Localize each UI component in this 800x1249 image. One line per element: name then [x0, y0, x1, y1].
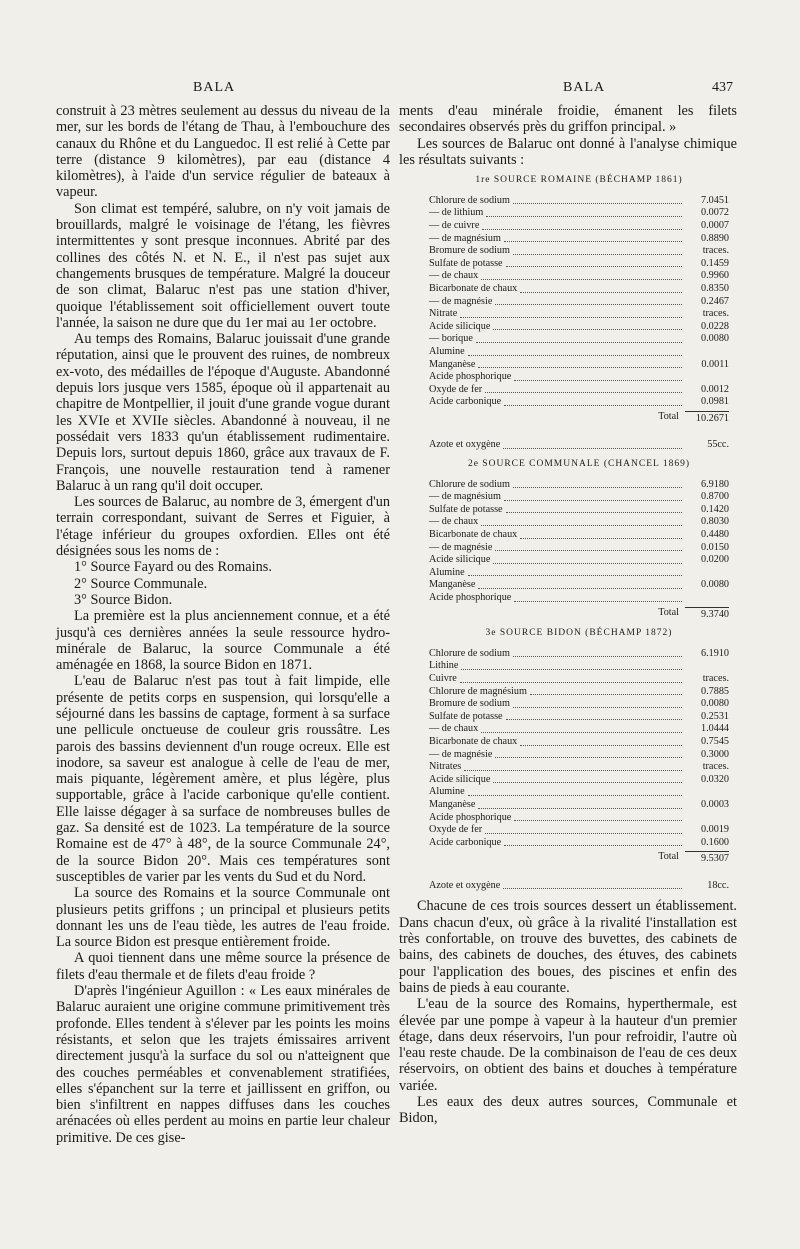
table-title: 2e SOURCE COMMUNALE (CHANCEL 1869) [467, 459, 691, 470]
compound-value: 0.0150 [700, 541, 729, 553]
compound-name: Acide phosphorique [429, 592, 512, 603]
compound-value: 6.1910 [700, 647, 729, 659]
compound-name: Acide silicique [429, 554, 491, 566]
compound-value: 0.2467 [700, 295, 729, 307]
compound-name: Acide carbonique [429, 396, 502, 408]
right-intro [399, 103, 737, 168]
paragraph: L'eau de la source des Romains, hyperthermale, est élevée par une pompe à vapeur à la hauteur d'un premier étage, dans deux réservoirs, l'un pour refroidir, l'autre où l'eau reste chaude. De la combinaison de l'eau de ces deux réservoirs, on obtient des bains et douches à température variée. [399, 996, 737, 1094]
table-row [429, 711, 729, 724]
dot-leader [513, 487, 682, 488]
table-row [429, 346, 729, 359]
compound-value: 0.0981 [700, 396, 729, 408]
compound-name: Chlorure de sodium [429, 194, 510, 206]
dot-leader [514, 820, 682, 821]
compound-name: Acide silicique [429, 320, 491, 332]
gas-value: 55cc. [707, 439, 729, 451]
dot-leader [493, 329, 682, 330]
table-row [429, 698, 729, 711]
table-row [429, 220, 729, 233]
compound-value: 0.0003 [700, 798, 729, 810]
compound-name: — de magnésie [429, 748, 493, 760]
compound-name: Sulfate de potasse [429, 710, 503, 722]
table-row [429, 648, 729, 661]
right-column [399, 103, 737, 1127]
compound-name: Acide carbonique [429, 836, 502, 848]
compound-value: 0.0320 [700, 773, 729, 785]
compound-name: Sulfate de potasse [429, 503, 503, 515]
compound-value: 6.9180 [700, 478, 729, 490]
analysis-table [429, 627, 729, 892]
gas-label: Azote et oxygène [429, 879, 501, 891]
compound-name: Manganèse [429, 798, 476, 810]
compound-value: 0.7885 [700, 685, 729, 697]
table-row [429, 491, 729, 504]
paragraph: A quoi tiennent dans une même source la présence de filets d'eau thermale et de filets d'eau froide ? [56, 950, 390, 983]
paragraph: Les sources de Balaruc ont donné à l'analyse chimique les résultats suivants : [399, 135, 737, 168]
list-item: 2° Source Communale. [74, 575, 208, 592]
dot-leader [520, 538, 682, 539]
paragraph: ments d'eau minérale froidie, émanent les filets secondaires observés près du griffon principal. » [399, 103, 737, 136]
compound-value: 0.3000 [700, 748, 729, 760]
dot-leader [486, 216, 682, 217]
table-row [429, 283, 729, 296]
dot-leader [485, 392, 682, 393]
dot-leader [495, 757, 682, 758]
dot-leader [481, 279, 682, 280]
compound-value: 0.7545 [700, 735, 729, 747]
compound-value: 0.9960 [700, 270, 729, 282]
compound-name: — borique [429, 333, 473, 345]
compound-name: Lithine [429, 660, 459, 672]
compound-name: — de chaux [429, 723, 479, 735]
running-head-left: BALA [193, 80, 236, 95]
page-number: 437 [712, 80, 733, 95]
compound-value: 0.8890 [700, 232, 729, 244]
paragraph: L'eau de Balaruc n'est pas tout à fait limpide, elle présente de petits corps en suspension, qui lorsqu'elle a séjourné dans les bassins de captage, forment à sa surface une pellicule onctueuse de couleur gris roussâtre. Les parois des bassins deviennent d'un rouge ocreux. Elle est inodore, sa saveur est analogue à celle de l'eau de mer, mais piquante, légèrement amère, et plus légère, plus supportable, grâce à l'acide carbonique qu'elle contient. Elle laisse dégager à sa surface de nombreuses bulles de gaz. Sa densité est de 1023. La température de la source Romaine est de 47° à 48°, de la source Communale 24°, de la source Bidon 20°. Mais ces températures sont susceptibles de varier par les vents du Sud et du Nord. [56, 673, 390, 885]
compound-value: 0.0012 [700, 383, 729, 395]
dot-leader [478, 588, 682, 589]
table-total [429, 607, 729, 622]
total-label: Total [658, 606, 679, 618]
compound-value: 0.0080 [700, 698, 729, 710]
analysis-tables [399, 174, 737, 892]
dot-leader [514, 380, 682, 381]
table-row [429, 479, 729, 492]
compound-name: Chlorure de sodium [429, 478, 510, 490]
table-row [429, 296, 729, 309]
compound-value: 0.0200 [700, 554, 729, 566]
dot-leader [504, 500, 682, 501]
table-row [429, 321, 729, 334]
table-row [429, 529, 729, 542]
paragraph: Les sources de Balaruc, au nombre de 3, émergent d'un terrain correspondant, suivant de Serres et Figuier, à l'étage inférieur du groupes oxfordien. Elles ont été désignées sous les noms de : [56, 494, 390, 560]
paragraph: La source des Romains et la source Communale ont plusieurs petits griffons ; un principal et plusieurs petits donnant les uns de l'eau tiède, les autres de l'eau froide. La source Bidon est presque entièrement froide. [56, 885, 390, 951]
paragraph: Les eaux des deux autres sources, Communale et Bidon, [399, 1094, 737, 1127]
running-head-right: BALA [563, 80, 606, 95]
gas-row [429, 880, 729, 893]
paragraph: Chacune de ces trois sources dessert un établissement. Dans chacun d'eux, où grâce à la rivalité l'installation est très confortable, on trouve des buvettes, des cabinets de bains, des cabinets de douches, des étuves, des cabinets pour l'application des boues, des piscines et enfin des bains de pieds à eau courante. [399, 898, 737, 996]
table-row [429, 371, 729, 384]
dot-leader [513, 254, 682, 255]
compound-value: 0.0019 [700, 824, 729, 836]
compound-value: 0.2531 [700, 710, 729, 722]
compound-value: 0.1459 [700, 257, 729, 269]
compound-value: 7.0451 [700, 194, 729, 206]
table-row [429, 736, 729, 749]
compound-name: Oxyde de fer [429, 383, 483, 395]
compound-value: 0.8700 [700, 491, 729, 503]
source-list [74, 559, 390, 608]
right-outro [399, 898, 737, 1126]
dot-leader [493, 782, 682, 783]
compound-value: 0.1600 [700, 836, 729, 848]
table-row [429, 579, 729, 592]
gas-label: Azote et oxygène [429, 439, 501, 451]
total-value: 10.2671 [685, 411, 729, 426]
table-row [429, 258, 729, 271]
dot-leader [514, 601, 682, 602]
compound-name: — de lithium [429, 207, 484, 219]
dot-leader [530, 694, 682, 695]
paragraph: construit à 23 mètres seulement au dessus du niveau de la mer, sur les bords de l'étang de Thau, à l'embouchure des canaux du Rhône et du Languedoc. Il est relié à Cette par terre (distance 9 kilomètres), par eau (distance 4 kilomètres), à l'aide d'un service régulier de bateaux à vapeur. [56, 103, 390, 201]
compound-value: 0.4480 [700, 529, 729, 541]
table-row [429, 270, 729, 283]
compound-value: 1.0444 [700, 723, 729, 735]
table-row [429, 749, 729, 762]
dot-leader [481, 525, 682, 526]
table-row [429, 812, 729, 825]
compound-name: Alumine [429, 566, 465, 578]
dot-leader [513, 656, 682, 657]
table-row [429, 761, 729, 774]
compound-name: Bromure de sodium [429, 698, 510, 710]
table-row [429, 824, 729, 837]
gas-row [429, 439, 729, 452]
total-value: 9.5307 [685, 851, 729, 866]
table-row [429, 567, 729, 580]
dot-leader [520, 745, 682, 746]
dot-leader [495, 550, 682, 551]
compound-value: 0.0007 [700, 219, 729, 231]
dot-leader [520, 292, 682, 293]
table-row [429, 333, 729, 346]
paragraph: Son climat est tempéré, salubre, on n'y voit jamais de brouillards, malgré le voisinage de l'étang, les fièvres intermittentes y sont presque inconnues. Abrité par des collines des côtés N. et N. E., il n'est pas sujet aux changements brusques de température. Malgré la douceur de son climat, Balaruc n'est pas une station d'hiver, quoique l'établissement soit officiellement ouvert toute l'année, la saison ne dure que du 1er mai au 1er octobre. [56, 200, 390, 331]
compound-name: Acide phosphorique [429, 371, 512, 383]
table-title: 1re SOURCE ROMAINE (BÉCHAMP 1861) [475, 175, 683, 186]
dot-leader [478, 367, 682, 368]
table-row [429, 673, 729, 686]
dot-leader [504, 845, 682, 846]
table-row [429, 723, 729, 736]
table-row [429, 245, 729, 258]
dot-leader [513, 203, 682, 204]
compound-value: traces. [702, 308, 729, 320]
compound-name: — de cuivre [429, 219, 480, 231]
compound-name: Bicarbonate de chaux [429, 529, 518, 541]
compound-name: Manganèse [429, 358, 476, 370]
compound-value: 0.8350 [700, 282, 729, 294]
compound-name: — de chaux [429, 270, 479, 282]
gas-value: 18cc. [707, 879, 729, 891]
dot-leader [468, 575, 682, 576]
compound-name: Manganèse [429, 579, 476, 591]
dot-leader [482, 229, 682, 230]
analysis-table [429, 174, 729, 452]
table-row [429, 396, 729, 409]
compound-name: — de magnésie [429, 295, 493, 307]
compound-name: Sulfate de potasse [429, 257, 503, 269]
compound-value: 0.8030 [700, 516, 729, 528]
dot-leader [476, 342, 682, 343]
paragraph: D'après l'ingénieur Aguillon : « Les eaux minérales de Balaruc auraient une origine commune primitivement très profonde. Elles tendent à s'élever par les points les moins résistants, et selon que les trajets émissaires arrivent directement jusqu'à la surface du sol ou n'atteignent que des couches perméables et convenablement stratifiées, elles s'épanchent sur la terre et jaillissent en griffon, ou bien s'infiltrent en nappes diffuses dans les couches arénacées où elles perdent au moins en partie leur chaleur primitive. De ces gise- [56, 983, 390, 1146]
paragraph: La première est la plus anciennement connue, et a été jusqu'à ces dernières années la seule ressource hydro-minérale de Balaruc, la source Communale a été aménagée en 1868, la source Bidon en 1871. [56, 608, 390, 674]
compound-name: Bicarbonate de chaux [429, 735, 518, 747]
table-total [429, 851, 729, 866]
table-row [429, 516, 729, 529]
table-row [429, 686, 729, 699]
dot-leader [464, 770, 682, 771]
dot-leader [485, 833, 682, 834]
dot-leader [506, 719, 682, 720]
dot-leader [513, 707, 682, 708]
table-row [429, 308, 729, 321]
table-row [429, 542, 729, 555]
compound-name: Bromure de sodium [429, 245, 510, 257]
analysis-table [429, 458, 729, 621]
compound-name: Oxyde de fer [429, 824, 483, 836]
dot-leader [493, 563, 682, 564]
dot-leader [506, 512, 682, 513]
compound-value: traces. [702, 761, 729, 773]
compound-name: — de magnésium [429, 232, 501, 244]
compound-value: 0.0011 [701, 358, 729, 370]
compound-name: — de magnésie [429, 541, 493, 553]
table-row [429, 554, 729, 567]
compound-name: Alumine [429, 345, 465, 357]
dot-leader [506, 266, 682, 267]
paragraph: Au temps des Romains, Balaruc jouissait d'une grande réputation, ainsi que le prouvent des ruines, de nombreux ex-voto, des médailles de l'époque d'Auguste. Abandonné depuis lors jusque vers 1585, époque où il appartenait au chapitre de Montpellier, il jouit d'une grande vogue durant les XVIe et XVIIe siècles. Abandonné à nouveau, il ne possédait vers 1833 qu'un établissement rudimentaire. Depuis lors, surtout depuis 1860, grâce aux travaux de F. François, une nouvelle restauration tend à ramener Balaruc à un rang qu'il doit occuper. [56, 331, 390, 494]
list-item: 3° Source Bidon. [74, 591, 173, 608]
dot-leader [478, 808, 682, 809]
table-row [429, 660, 729, 673]
table-row [429, 837, 729, 850]
table-row [429, 207, 729, 220]
compound-name: Alumine [429, 786, 465, 798]
compound-name: — de chaux [429, 516, 479, 528]
dot-leader [461, 669, 682, 670]
dot-leader [460, 317, 682, 318]
table-row [429, 195, 729, 208]
dot-leader [504, 241, 682, 242]
compound-value: traces. [702, 245, 729, 257]
compound-name: — de magnésium [429, 491, 501, 503]
compound-value: 0.1420 [700, 503, 729, 515]
dot-leader [503, 888, 682, 889]
total-value: 9.3740 [685, 607, 729, 622]
table-total [429, 411, 729, 426]
total-label: Total [658, 410, 679, 422]
dot-leader [468, 795, 682, 796]
total-label: Total [658, 851, 679, 863]
dot-leader [460, 682, 682, 683]
compound-name: Chlorure de magnésium [429, 685, 527, 697]
dot-leader [468, 355, 682, 356]
list-item: 1° Source Fayard ou des Romains. [74, 559, 272, 576]
compound-name: Acide silicique [429, 773, 491, 785]
compound-value: traces. [702, 672, 729, 684]
compound-value: 0.0080 [700, 579, 729, 591]
table-title: 3e SOURCE BIDON (BÉCHAMP 1872) [485, 628, 673, 639]
compound-value: 0.0228 [700, 320, 729, 332]
table-row [429, 233, 729, 246]
left-column [56, 103, 390, 1146]
dot-leader [503, 448, 682, 449]
compound-name: Nitrates [429, 761, 462, 773]
table-row [429, 774, 729, 787]
compound-name: Bicarbonate de chaux [429, 282, 518, 294]
table-row [429, 799, 729, 812]
compound-name: Cuivre [429, 672, 457, 684]
compound-value: 0.0072 [700, 207, 729, 219]
table-row [429, 384, 729, 397]
compound-value: 0.0080 [700, 333, 729, 345]
dot-leader [504, 405, 682, 406]
table-row [429, 359, 729, 372]
compound-name: Nitrate [429, 308, 458, 320]
dot-leader [481, 732, 682, 733]
compound-name: Chlorure de sodium [429, 647, 510, 659]
table-row [429, 504, 729, 517]
compound-name: Acide phosphorique [429, 811, 512, 823]
table-row [429, 786, 729, 799]
table-row [429, 592, 729, 605]
dot-leader [495, 304, 682, 305]
